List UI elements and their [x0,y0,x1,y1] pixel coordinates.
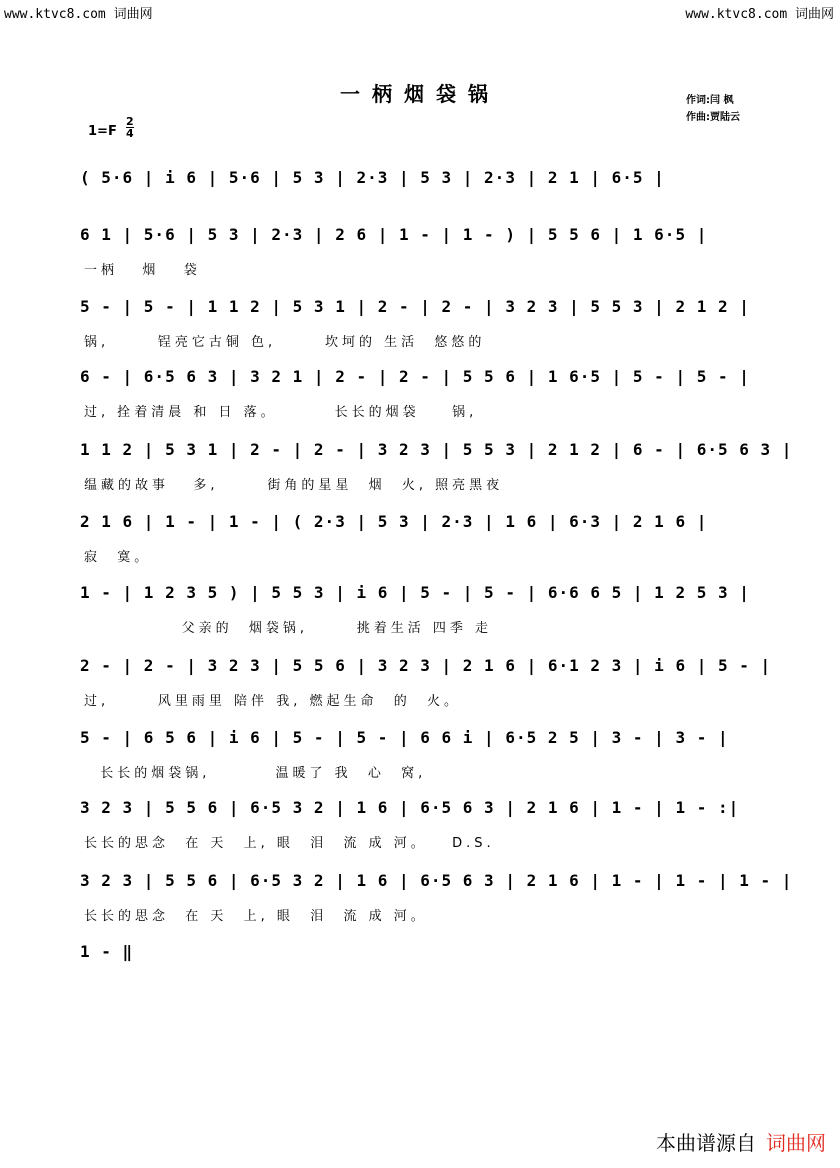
notation-line: 6 1 | 5·6 | 5 3 | 2·3 | 2 6 | 1 - | 1 - ) | 5 5 6 | 1 6·5 | [80,225,708,244]
time-signature [126,116,134,139]
lyrics-line: 过, 风里雨里 陪伴 我, 燃起生命 的 火。 [84,694,461,709]
notation-line: ( 5·6 | i 6 | 5·6 | 5 3 | 2·3 | 5 3 | 2·3 | 2 1 | 6·5 | [80,168,665,187]
lyrics-line: 过, 拴着清晨 和 日 落。 长长的烟袋 锅, [84,405,478,420]
lyrics-line: 寂 寞。 [84,550,152,565]
notation-line: 1 - ‖ [80,942,134,961]
lyrics-line: 一柄 烟 袋 [84,263,201,278]
lyricist-credit: 作词:闫 枫 [686,95,734,106]
footer-text: 本曲谱源自 [656,1131,756,1155]
composer-credit: 作曲:贾陆云 [686,112,740,123]
notation-line: 3 2 3 | 5 5 6 | 6·5 3 2 | 1 6 | 6·5 6 3 | 2 1 6 | 1 - | 1 - :| [80,798,740,817]
notation-line: 6 - | 6·5 6 3 | 3 2 1 | 2 - | 2 - | 5 5 6 | 1 6·5 | 5 - | 5 - | [80,367,750,386]
lyrics-line: 缊藏的故事 多, 街角的星星 烟 火, 照亮黑夜 [84,478,504,493]
lyrics-line: 长长的思念 在 天 上, 眼 泪 流 成 河。 [84,909,428,924]
notation-line: 3 2 3 | 5 5 6 | 6·5 3 2 | 1 6 | 6·5 6 3 | 2 1 6 | 1 - | 1 - | 1 - | [80,871,793,890]
notation-line: 1 1 2 | 5 3 1 | 2 - | 2 - | 3 2 3 | 5 5 3 | 2 1 2 | 6 - | 6·5 6 3 | [80,440,793,459]
lyrics-line: 父亲的 烟袋锅, 挑着生活 四季 走 [84,621,493,636]
time-signature-bottom: 4 [126,127,134,140]
notation-line: 1 - | 1 2 3 5 ) | 5 5 3 | i 6 | 5 - | 5 - | 6·6 6 5 | 1 2 5 3 | [80,583,750,602]
lyrics-line: 锅, 锃亮它古铜 色, 坎坷的 生活 悠悠的 [84,335,486,350]
notation-line: 2 - | 2 - | 3 2 3 | 5 5 6 | 3 2 3 | 2 1 6 | 6·1 2 3 | i 6 | 5 - | [80,656,772,675]
notation-line: 5 - | 6 5 6 | i 6 | 5 - | 5 - | 6 6 i | 6·5 2 5 | 3 - | 3 - | [80,728,729,747]
time-signature-top: 2 [126,115,134,128]
source-footer [656,1127,826,1156]
lyrics-line: 长长的烟袋锅, 温暖了 我 心 窝, [84,766,427,781]
lyrics-line: 长长的思念 在 天 上, 眼 泪 流 成 河。 D.S. [84,836,495,851]
notation-line: 5 - | 5 - | 1 1 2 | 5 3 1 | 2 - | 2 - | 3 2 3 | 5 5 3 | 2 1 2 | [80,297,750,316]
notation-line: 2 1 6 | 1 - | 1 - | ( 2·3 | 5 3 | 2·3 | 1 6 | 6·3 | 2 1 6 | [80,512,708,531]
song-title: 一柄烟袋锅 [340,82,500,106]
key-signature: 1=F [88,124,117,139]
credits [686,92,740,126]
footer-brand: 词曲网 [766,1131,826,1155]
watermark-right: www.ktvc8.com 词曲网 [685,7,834,22]
watermark-left: www.ktvc8.com 词曲网 [4,7,153,22]
